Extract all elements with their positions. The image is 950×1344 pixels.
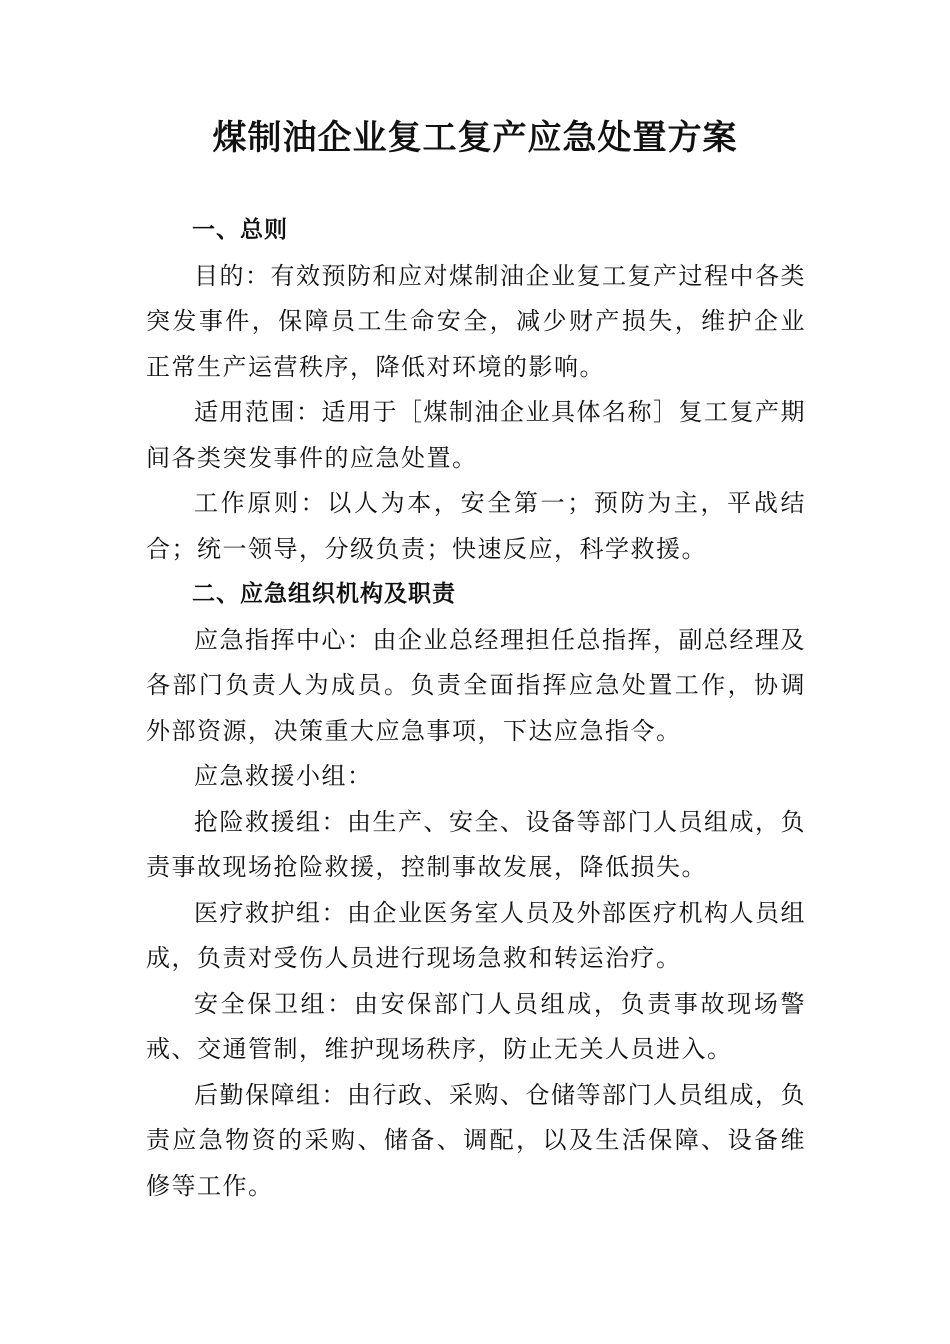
paragraph-rescue-team: 抢险救援组：由生产、安全、设备等部门人员组成，负责事故现场抢险救援，控制事故发展，降低损失。: [146, 807, 806, 881]
section-heading-organization: 二、应急组织机构及职责: [192, 581, 456, 607]
document-body: [146, 208, 806, 1209]
paragraph-security-team: 安全保卫组：由安保部门人员组成，负责事故现场警戒、交通管制，维护现场秩序，防止无关人员进入。: [146, 989, 806, 1063]
paragraph-rescue-groups-intro: 应急救援小组：: [194, 762, 373, 790]
paragraph-logistics-team: 后勤保障组：由行政、采购、仓储等部门人员组成，负责应急物资的采购、储备、调配，以及生活保障、设备维修等工作。: [146, 1080, 806, 1200]
paragraph-medical-team: 医疗救护组：由企业医务室人员及外部医疗机构人员组成，负责对受伤人员进行现场急救和转运治疗。: [146, 898, 806, 972]
paragraph-command-center: 应急指挥中心：由企业总经理担任总指挥，副总经理及各部门负责人为成员。负责全面指挥应急处置工作，协调外部资源，决策重大应急事项，下达应急指令。: [146, 625, 806, 745]
document-title: 煤制油企业复工复产应急处置方案: [212, 118, 738, 158]
paragraph-scope: 适用范围：适用于［煤制油企业具体名称］复工复产期间各类突发事件的应急处置。: [146, 398, 806, 472]
section-heading-general: 一、总则: [192, 217, 288, 243]
paragraph-purpose: 目的：有效预防和应对煤制油企业复工复产过程中各类突发事件，保障员工生命安全，减少财产损失，维护企业正常生产运营秩序，降低对环境的影响。: [146, 261, 806, 381]
paragraph-principles: 工作原则：以人为本，安全第一；预防为主，平战结合；统一领导，分级负责；快速反应，科学救援。: [146, 489, 806, 563]
